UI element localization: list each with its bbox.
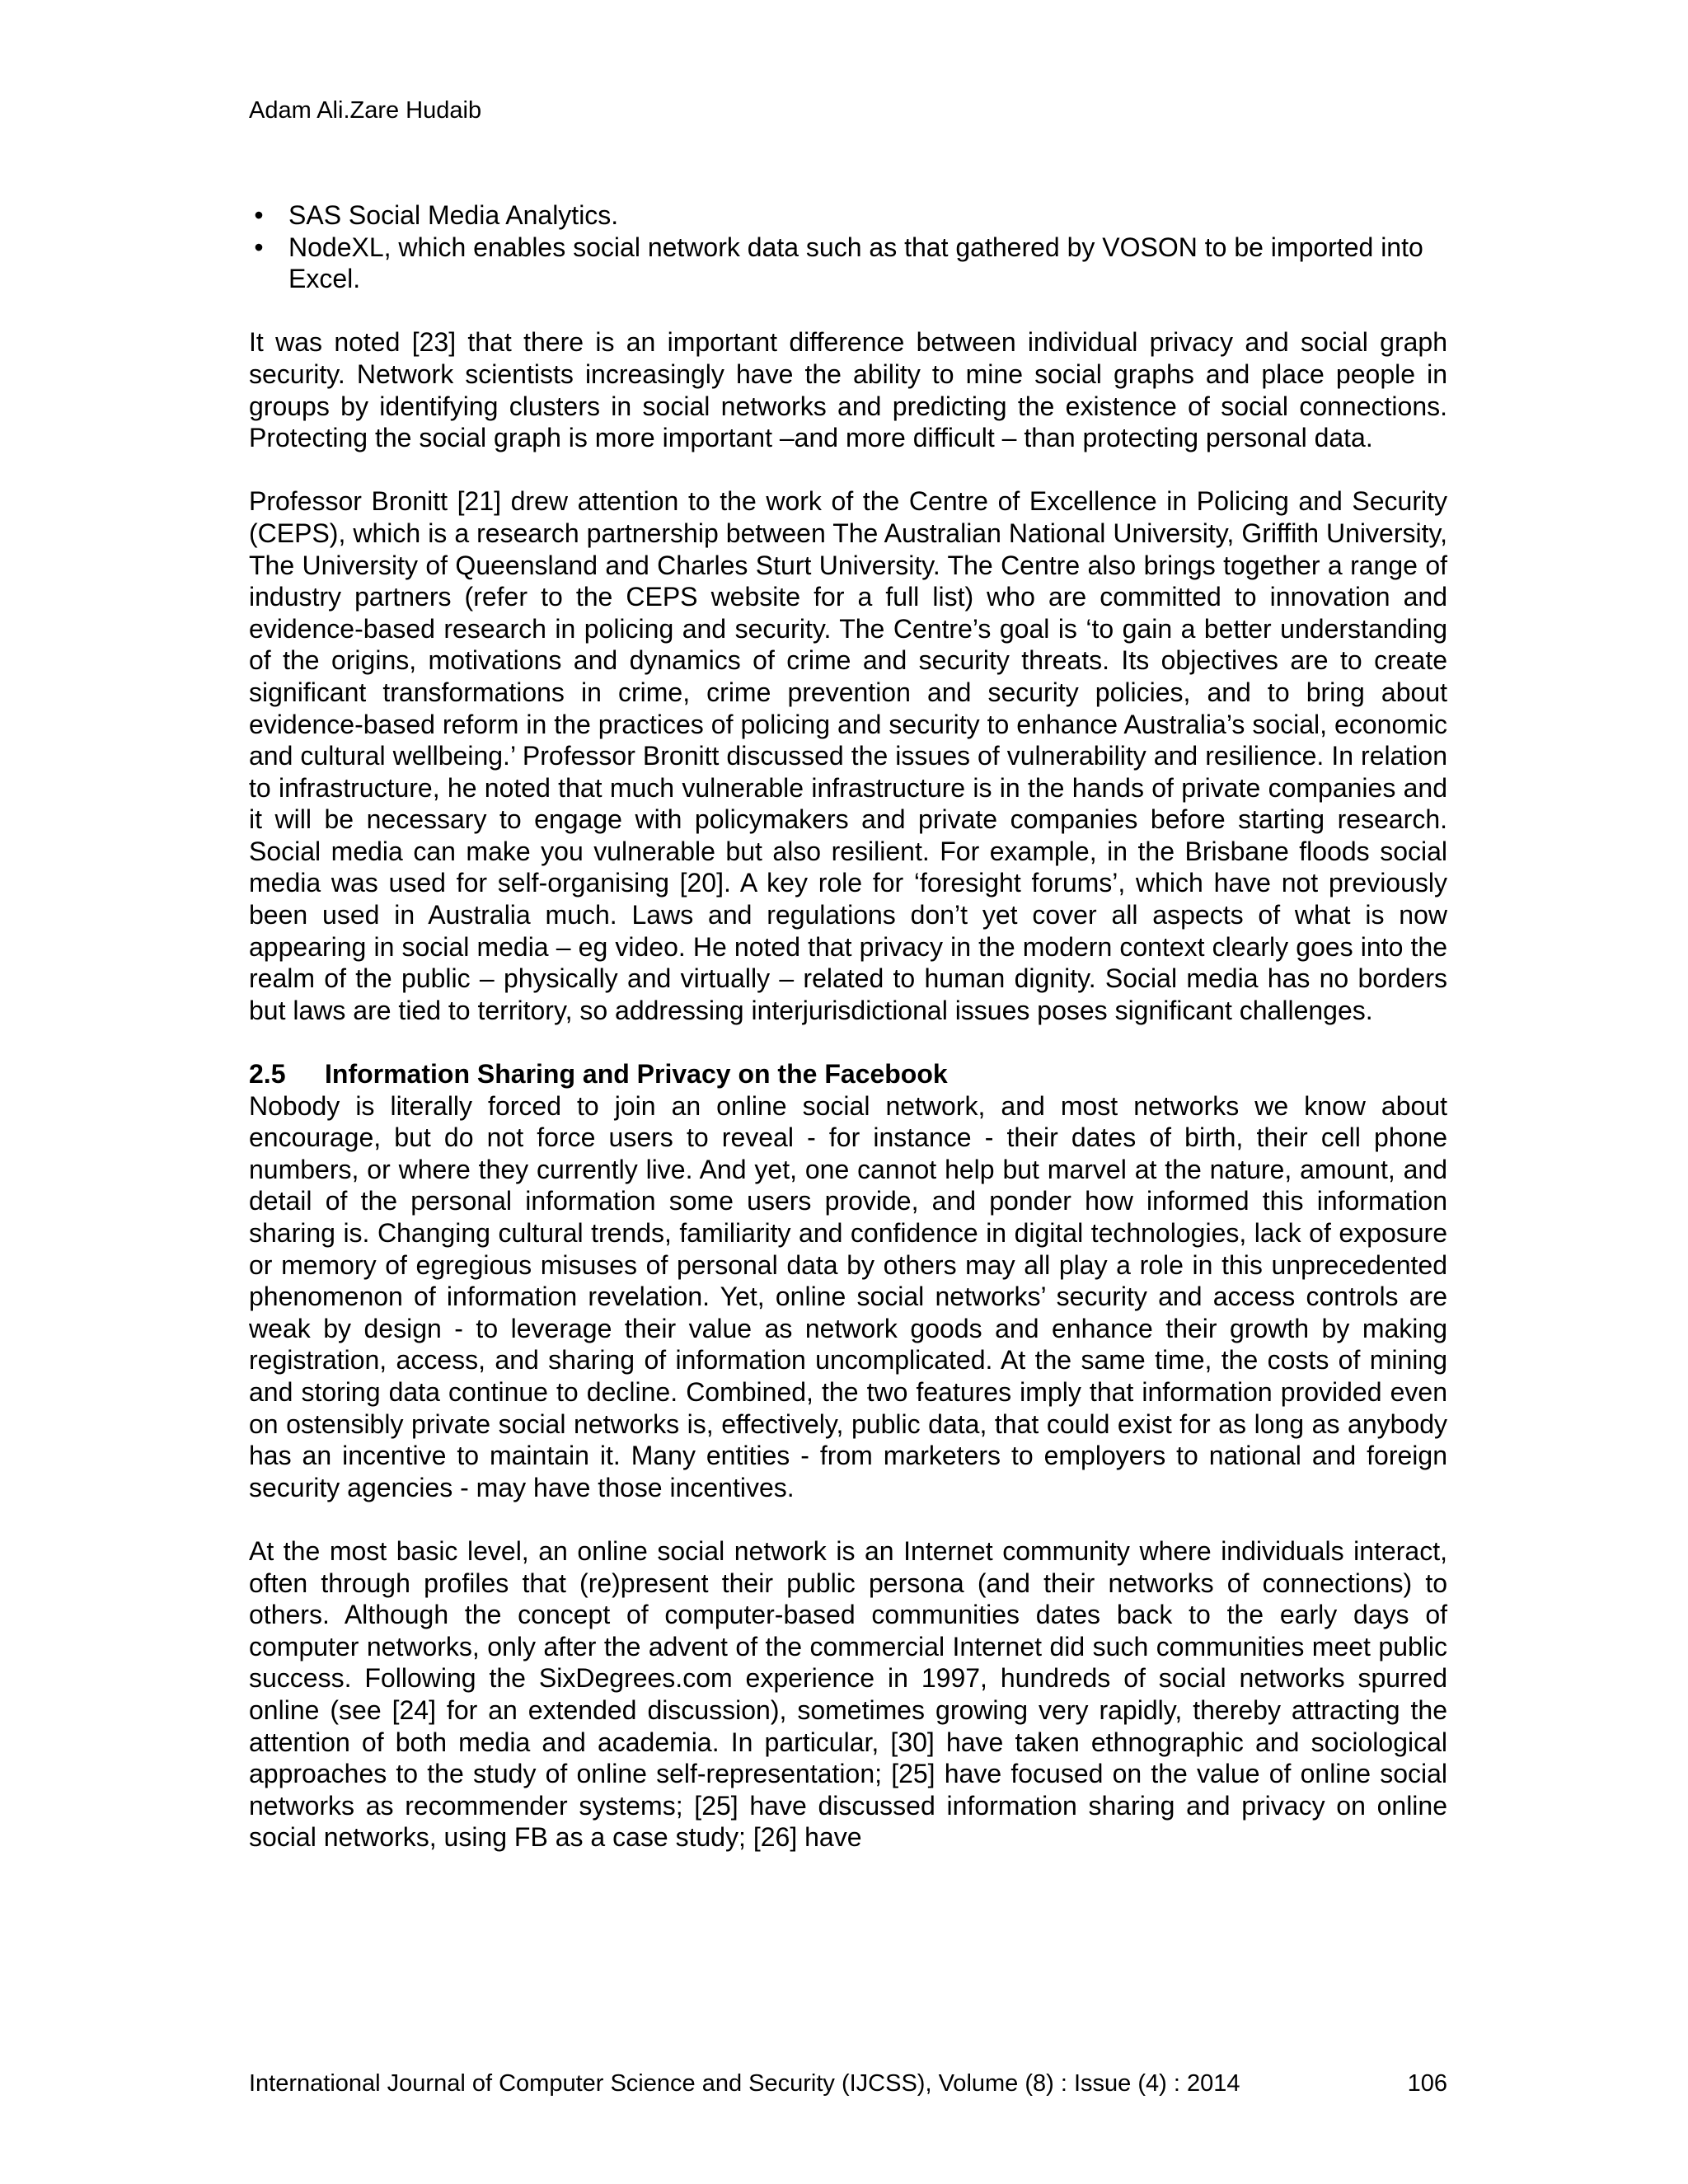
footer-journal: International Journal of Computer Science and Security (IJCSS), Volume (8) : Issue (4) : 2014 <box>249 2070 1240 2097</box>
paragraph-social-graph: It was noted [23] that there is an important difference between individual privacy and social graph security. Network scientists increasingly have the ability to mine social graphs and place people in groups by identifying clusters in social networks and predicting the existence of social connections. Protecting the social graph is more important –and more difficult – than protecting personal data. <box>249 327 1447 453</box>
bullet-list <box>249 199 1447 295</box>
bullet-icon: • <box>254 200 264 230</box>
page-body <box>249 199 1447 1854</box>
bullet-text: NodeXL, which enables social network data such as that gathered by VOSON to be imported into Excel. <box>288 232 1423 294</box>
bullet-text: SAS Social Media Analytics. <box>288 200 619 230</box>
bullet-item <box>249 199 1447 232</box>
paragraph-information-sharing: Nobody is literally forced to join an online social network, and most networks we know about encourage, but do not force users to reveal - for instance - their dates of birth, their cell phone numbers, or where they currently live. And yet, one cannot help but marvel at the nature, amount, and detail of the personal information some users provide, and ponder how informed this information sharing is. Changing cultural trends, familiarity and confidence in digital technologies, lack of exposure or memory of egregious misuses of personal data by others may all play a role in this unprecedented phenomenon of information revelation. Yet, online social networks’ security and access controls are weak by design - to leverage their value as network goods and enhance their growth by making registration, access, and sharing of information uncomplicated. At the same time, the costs of mining and storing data continue to decline. Combined, the two features imply that information provided even on ostensibly private social networks is, effectively, public data, that could exist for as long as anybody has an incentive to maintain it. Many entities - from marketers to employers to national and foreign security agencies - may have those incentives. <box>249 1090 1447 1502</box>
running-header-author: Adam Ali.Zare Hudaib <box>249 97 482 124</box>
section-number: 2.5 <box>249 1059 286 1090</box>
section-title: Information Sharing and Privacy on the Facebook <box>325 1059 948 1090</box>
section-heading <box>249 1058 1447 1090</box>
bullet-icon: • <box>254 232 264 262</box>
bullet-item <box>249 232 1447 295</box>
paragraph-bronitt: Professor Bronitt [21] drew attention to the work of the Centre of Excellence in Policing and Security (CEPS), which is a research partnership between The Australian National University, Griffith University, The University of Queensland and Charles Sturt University. The Centre also brings together a range of industry partners (refer to the CEPS website for a full list) who are committed to innovation and evidence-based research in policing and security. The Centre’s goal is ‘to gain a better understanding of the origins, motivations and dynamics of crime and security threats. Its objectives are to create significant transformations in crime, crime prevention and security policies, and to bring about evidence-based reform in the practices of policing and security to enhance Australia’s social, economic and cultural wellbeing.’ Professor Bronitt discussed the issues of vulnerability and resilience. In relation to infrastructure, he noted that much vulnerable infrastructure is in the hands of private companies and it will be necessary to engage with policymakers and private companies before starting research. Social media can make you vulnerable but also resilient. For example, in the Brisbane floods social media was used for self-organising [20]. A key role for ‘foresight forums’, which have not previously been used in Australia much. Laws and regulations don’t yet cover all aspects of what is now appearing in social media – eg video. He noted that privacy in the modern context clearly goes into the realm of the public – physically and virtually – related to human dignity. Social media has no borders but laws are tied to territory, so addressing interjurisdictional issues poses significant challenges. <box>249 486 1447 1025</box>
paragraph-online-social-network: At the most basic level, an online social network is an Internet community where individuals interact, often through profiles that (re)present their public persona (and their networks of connections) to others. Although the concept of computer-based communities dates back to the early days of computer networks, only after the advent of the commercial Internet did such communities meet public success. Following the SixDegrees.com experience in 1997, hundreds of social networks spurred online (see [24] for an extended discussion), sometimes growing very rapidly, thereby attracting the attention of both media and academia. In particular, [30] have taken ethnographic and sociological approaches to the study of online self-representation; [25] have focused on the value of online social networks as recommender systems; [25] have discussed information sharing and privacy on online social networks, using FB as a case study; [26] have <box>249 1535 1447 1853</box>
page-number: 106 <box>1407 2070 1447 2097</box>
